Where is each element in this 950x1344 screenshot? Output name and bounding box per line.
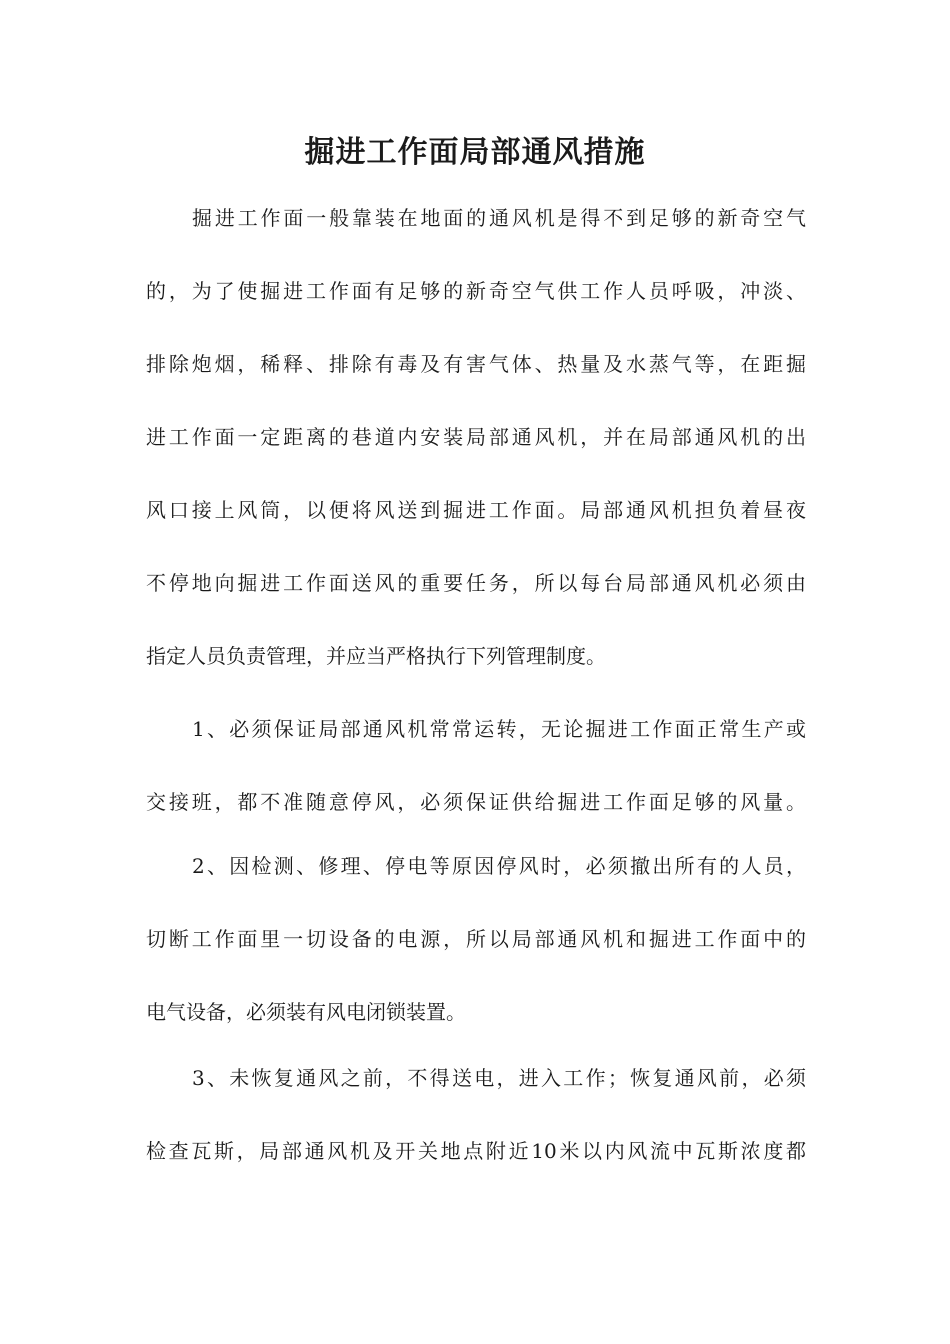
paragraph-1-line-4: 进工作面一定距离的巷道内安装局部通风机，并在局部通风机的出: [146, 425, 806, 449]
item-2-line-2: 切断工作面里一切设备的电源，所以局部通风机和掘进工作面中的: [146, 927, 806, 951]
item-3-line-2: 检查瓦斯，局部通风机及开关地点附近10米以内风流中瓦斯浓度都: [146, 1139, 806, 1163]
paragraph-1-line-6: 不停地向掘进工作面送风的重要任务，所以每台局部通风机必须由: [146, 571, 806, 595]
item-1-line-1: 1、必须保证局部通风机常常运转，无论掘进工作面正常生产或: [192, 717, 806, 741]
document-title: 掘进工作面局部通风措施: [304, 135, 646, 170]
item-1-line-2: 交接班，都不准随意停风，必须保证供给掘进工作面足够的风量。: [146, 790, 806, 814]
paragraph-1-line-3: 排除炮烟，稀释、排除有毒及有害气体、热量及水蒸气等，在距掘: [146, 352, 806, 376]
paragraph-1-line-2: 的，为了使掘进工作面有足够的新奇空气供工作人员呼吸，冲淡、: [146, 279, 806, 303]
item-3-line-1: 3、未恢复通风之前，不得送电，进入工作；恢复通风前，必须: [192, 1066, 806, 1090]
paragraph-1-line-5: 风口接上风筒，以便将风送到掘进工作面。局部通风机担负着昼夜: [146, 498, 806, 522]
paragraph-1-line-1: 掘进工作面一般靠装在地面的通风机是得不到足够的新奇空气: [192, 206, 806, 230]
item-2-line-1: 2、因检测、修理、停电等原因停风时，必须撤出所有的人员，: [192, 854, 806, 878]
paragraph-1-line-7: 指定人员负责管理，并应当严格执行下列管理制度。: [146, 644, 606, 668]
item-2-line-3: 电气设备，必须装有风电闭锁装置。: [146, 1000, 466, 1024]
